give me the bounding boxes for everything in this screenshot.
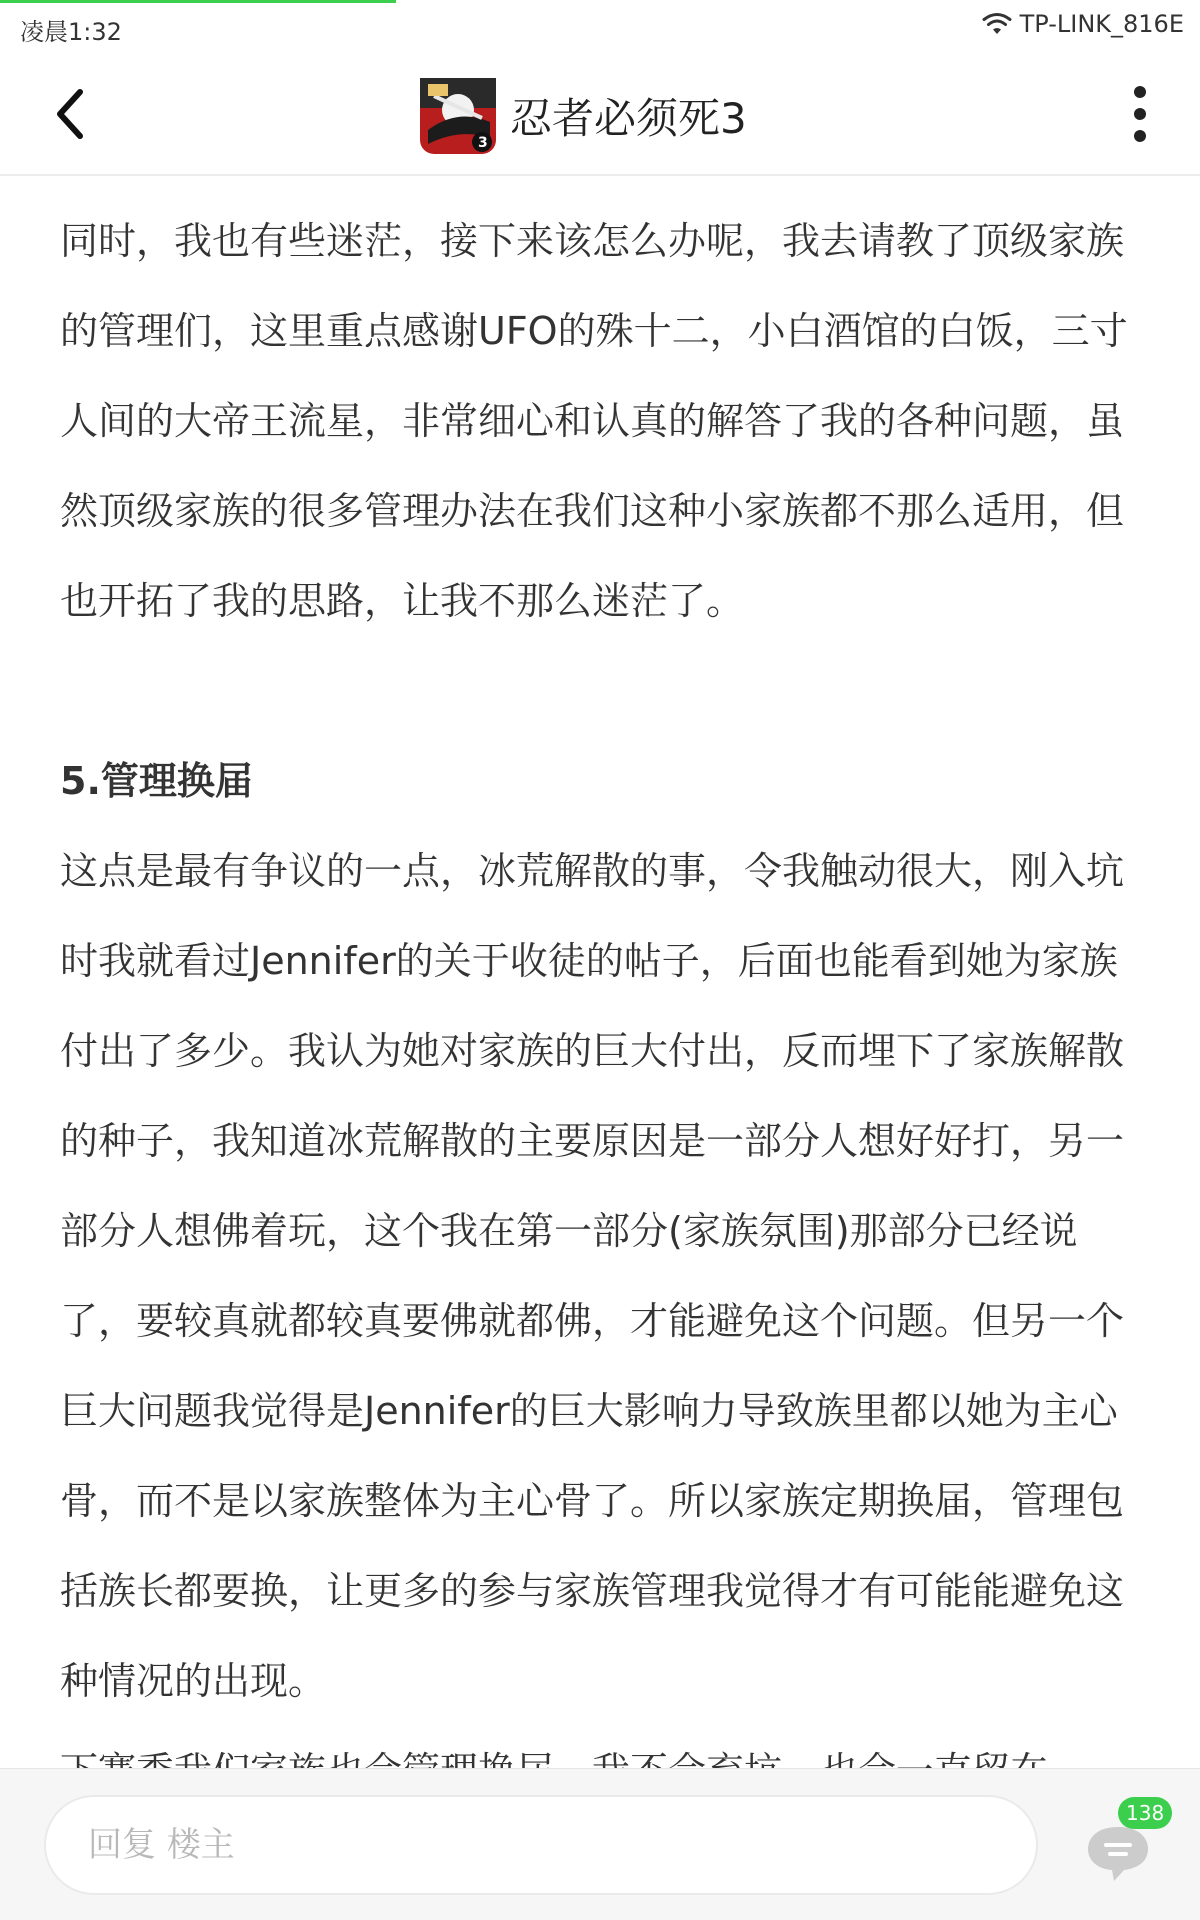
status-time: 凌晨1:32 bbox=[20, 18, 122, 46]
paragraph-spacer bbox=[60, 646, 1144, 736]
back-button[interactable] bbox=[40, 84, 100, 144]
status-bar bbox=[0, 0, 1200, 52]
reply-input[interactable]: 回复 楼主 bbox=[44, 1795, 1038, 1895]
more-vertical-icon-dot bbox=[1134, 130, 1146, 142]
post-paragraph: 这点是最有争议的一点，冰荒解散的事，令我触动很大，刚入坑时我就看过Jennifer的关于收徒的帖子，后面也能看到她为家族付出了多少。我认为她对家族的巨大付出，反而埋下了家族解散的种子，我知道冰荒解散的主要原因是一部分人想好好打，另一部分人想佛着玩，这个我在第一部分(家族氛围)那部分已经说了，要较真就都较真要佛就都佛，才能避免这个问题。但另一个巨大问题我觉得是Jennifer的巨大影响力导致族里都以她为主心骨，而不是以家族整体为主心骨了。所以家族定期换届，管理包括族长都要换，让更多的参与家族管理我觉得才有可能能避免这种情况的出现。 bbox=[60, 849, 1125, 1703]
wifi-name: TP-LINK_816E bbox=[1019, 10, 1184, 38]
reply-bar bbox=[0, 1768, 1200, 1920]
section-heading: 5.管理换届 bbox=[60, 759, 253, 803]
more-vertical-icon bbox=[1134, 86, 1146, 98]
more-options-button[interactable] bbox=[1120, 84, 1160, 144]
app-header bbox=[0, 52, 1200, 176]
post-content[interactable] bbox=[0, 178, 1200, 1768]
comment-count-badge: 138 bbox=[1118, 1797, 1172, 1829]
header-title-group bbox=[420, 78, 747, 154]
page-title: 忍者必须死3 bbox=[510, 94, 747, 143]
game-logo-icon bbox=[420, 78, 496, 154]
comments-icon[interactable] bbox=[1082, 1821, 1154, 1885]
more-vertical-icon-dot bbox=[1134, 108, 1146, 120]
page-load-progress bbox=[0, 0, 396, 3]
post-paragraph: 同时，我也有些迷茫，接下来该怎么办呢，我去请教了顶级家族的管理们，这里重点感谢UFO的殊十二，小白酒馆的白饭，三寸人间的大帝王流星，非常细心和认真的解答了我的各种问题，虽然顶级家族的很多管理办法在我们这种小家族都不那么适用，但也开拓了我的思路，让我不那么迷茫了。 bbox=[60, 219, 1128, 623]
svg-text:3: 3 bbox=[478, 135, 488, 151]
status-network bbox=[982, 10, 1184, 38]
chevron-left-icon bbox=[50, 86, 90, 142]
wifi-icon bbox=[982, 12, 1012, 36]
post-body bbox=[0, 178, 1200, 1816]
